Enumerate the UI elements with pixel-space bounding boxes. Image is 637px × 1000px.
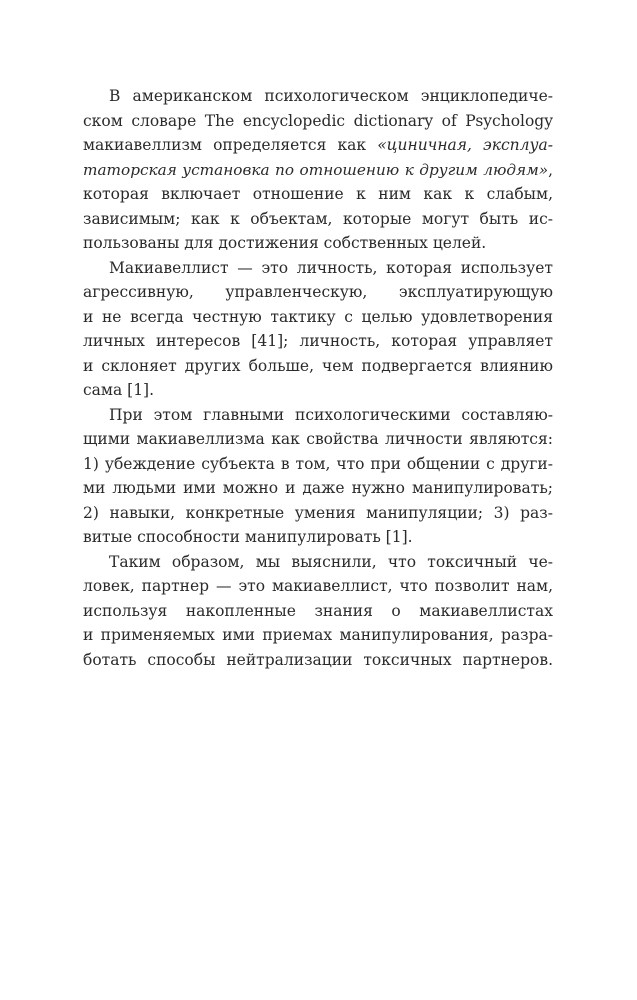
text-run: ми людьми ими можно и даже нужно манипулировать; xyxy=(83,479,553,497)
body-text xyxy=(83,84,553,672)
text-line xyxy=(83,329,553,354)
text-line xyxy=(83,133,553,158)
text-line xyxy=(83,354,553,379)
text-run: щими макиавеллизма как свойства личности являются: xyxy=(83,430,553,448)
text-run: которая включает отношение к ним как к слабым, xyxy=(83,185,553,203)
text-run: Макиавеллист — это личность, которая использует xyxy=(109,258,553,277)
text-line xyxy=(83,648,553,673)
text-run: витые способности манипулировать [1]. xyxy=(83,528,413,546)
text-run: зависимым; как к объектам, которые могут быть ис- xyxy=(83,209,553,228)
text-line xyxy=(83,525,553,550)
text-line xyxy=(83,305,553,330)
text-run: и не всегда честную тактику с целью удовлетворения xyxy=(83,307,553,326)
text-line xyxy=(83,550,553,575)
text-run: Таким образом, мы выяснили, что токсичный че- xyxy=(109,552,553,571)
text-run: ботать способы нейтрализации токсичных партнеров. xyxy=(83,650,553,669)
text-line xyxy=(83,207,553,232)
text-line xyxy=(83,501,553,526)
text-run: используя накопленные знания о макиавеллистах xyxy=(83,601,553,620)
text-run: личных интересов [41]; личность, которая управляет xyxy=(83,332,553,350)
italic-text-run: «циничная, эксплуа- xyxy=(377,136,553,154)
text-run: сама [1]. xyxy=(83,381,155,399)
text-run: пользованы для достижения собственных целей. xyxy=(83,234,487,252)
text-run: макиавеллизм определяется как xyxy=(83,136,378,154)
text-run: ловек, партнер — это макиавеллист, что позволит нам, xyxy=(83,577,553,595)
text-line xyxy=(83,378,553,403)
text-run: агрессивную, управленческую, эксплуатирующую xyxy=(83,283,553,301)
text-line xyxy=(83,623,553,648)
text-line xyxy=(83,452,553,477)
paragraph xyxy=(83,550,553,673)
text-run: и склоняет других больше, чем подвергается влиянию xyxy=(83,356,553,375)
text-line xyxy=(83,574,553,599)
text-line xyxy=(83,280,553,305)
text-run: ском словаре The encyclopedic dictionary of Psychology xyxy=(83,111,553,130)
paragraph xyxy=(83,256,553,403)
text-run: 1) убеждение субъекта в том, что при общении с други- xyxy=(83,454,553,473)
text-line xyxy=(83,182,553,207)
text-line xyxy=(83,84,553,109)
paragraph xyxy=(83,403,553,550)
text-line xyxy=(83,599,553,624)
text-run: и применяемых ими приемах манипулирования, разра- xyxy=(83,626,553,644)
text-line xyxy=(83,427,553,452)
text-line xyxy=(83,476,553,501)
text-line xyxy=(83,231,553,256)
text-line xyxy=(83,158,553,183)
text-run: 2) навыки, конкретные умения манипуляции; 3) раз- xyxy=(83,503,553,522)
text-line xyxy=(83,403,553,428)
text-line xyxy=(83,256,553,281)
paragraph xyxy=(83,84,553,256)
italic-text-run: таторская установка по отношению к другим людям» xyxy=(83,160,549,179)
text-line xyxy=(83,109,553,134)
text-run: , xyxy=(548,160,553,179)
text-run: В американском психологическом энциклопедиче- xyxy=(109,87,553,105)
text-run: При этом главными психологическими составляю- xyxy=(109,405,553,424)
